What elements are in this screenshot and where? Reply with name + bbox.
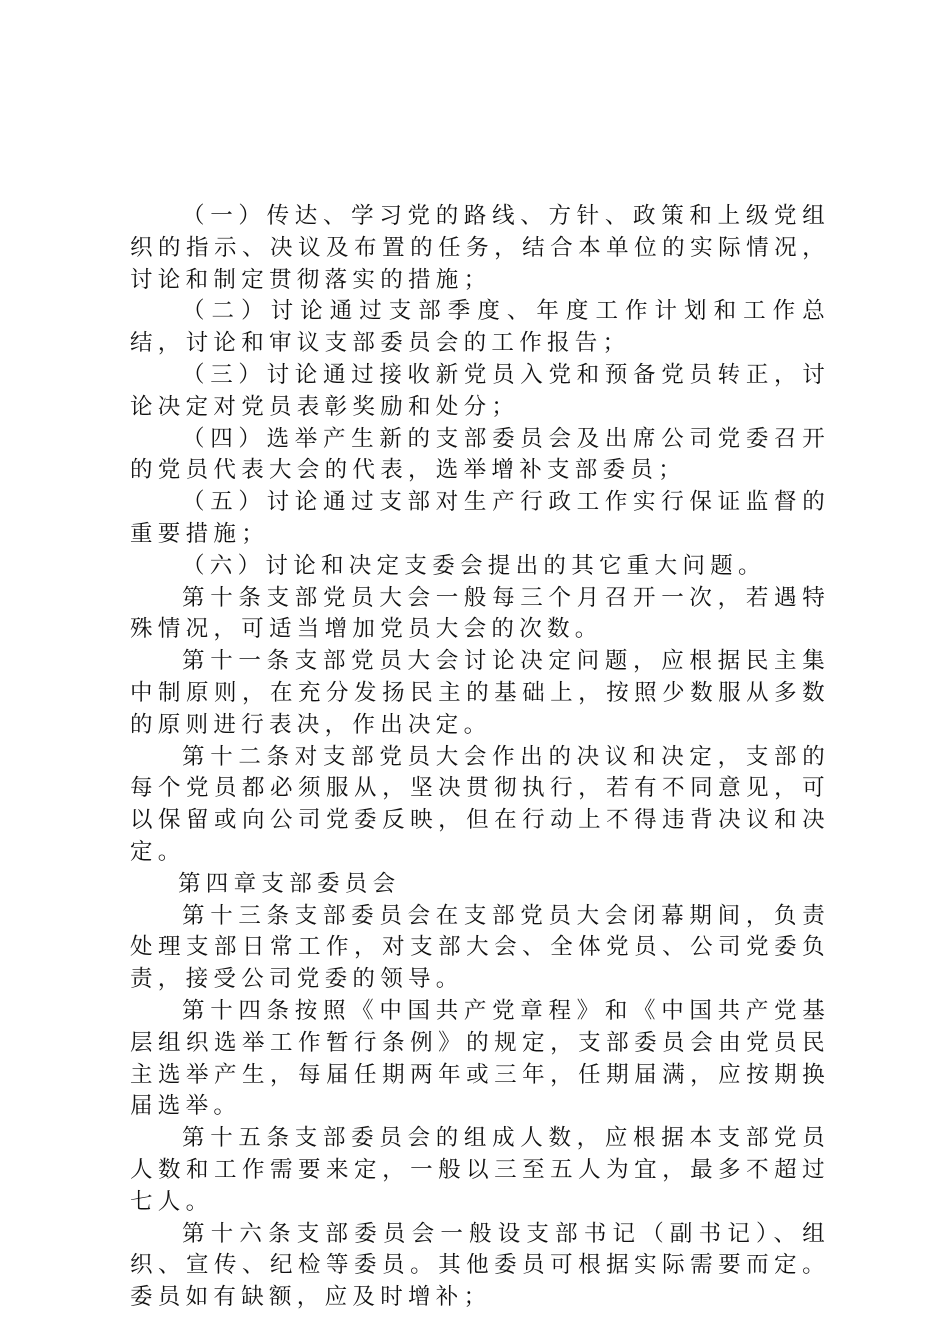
paragraph-item-1: （一）传达、学习党的路线、方针、政策和上级党组织的指示、决议及布置的任务，结合本单位的实际情况，讨论和制定贯彻落实的措施； <box>130 203 830 293</box>
paragraph-item-6: （六）讨论和决定支委会提出的其它重大问题。 <box>182 552 766 579</box>
paragraph-item-5: （五）讨论通过支部对生产行政工作实行保证监督的重要措施； <box>130 489 830 547</box>
article-14: 第十四条按照《中国共产党章程》和《中国共产党基层组织选举工作暂行条例》的规定，支部委员会由党员民主选举产生，每届任期两年或三年，任期届满，应按期换届选举。 <box>130 997 830 1120</box>
article-11: 第十一条支部党员大会讨论决定问题，应根据民主集中制原则，在充分发扬民主的基础上，按照少数服从多数的原则进行表决，作出决定。 <box>130 648 830 738</box>
article-16: 第十六条支部委员会一般设支部书记（副书记）、组织、宣传、纪检等委员。其他委员可根据实际需要而定。委员如有缺额，应及时增补； <box>130 1220 830 1311</box>
paragraph-item-2: （二）讨论通过支部季度、年度工作计划和工作总结，讨论和审议支部委员会的工作报告； <box>130 298 830 357</box>
article-15: 第十五条支部委员会的组成人数，应根据本支部党员人数和工作需要来定，一般以三至五人为宜，最多不超过七人。 <box>130 1125 830 1215</box>
chapter-heading: 第四章支部委员会 <box>178 870 401 897</box>
article-13: 第十三条支部委员会在支部党员大会闭幕期间，负责处理支部日常工作，对支部大会、全体党员、公司党委负责，接受公司党委的领导。 <box>130 902 830 993</box>
paragraph-item-4: （四）选举产生新的支部委员会及出席公司党委召开的党员代表大会的代表，选举增补支部委员； <box>130 425 830 484</box>
article-12: 第十二条对支部党员大会作出的决议和决定，支部的每个党员都必须服从，坚决贯彻执行，若有不同意见，可以保留或向公司党委反映，但在行动上不得违背决议和决定。 <box>130 743 830 865</box>
document-body <box>130 201 830 1314</box>
paragraph-item-3: （三）讨论通过接收新党员入党和预备党员转正，讨论决定对党员表彰奖励和处分； <box>130 361 830 420</box>
article-10: 第十条支部党员大会一般每三个月召开一次，若遇特殊情况，可适当增加党员大会的次数。 <box>130 584 830 643</box>
